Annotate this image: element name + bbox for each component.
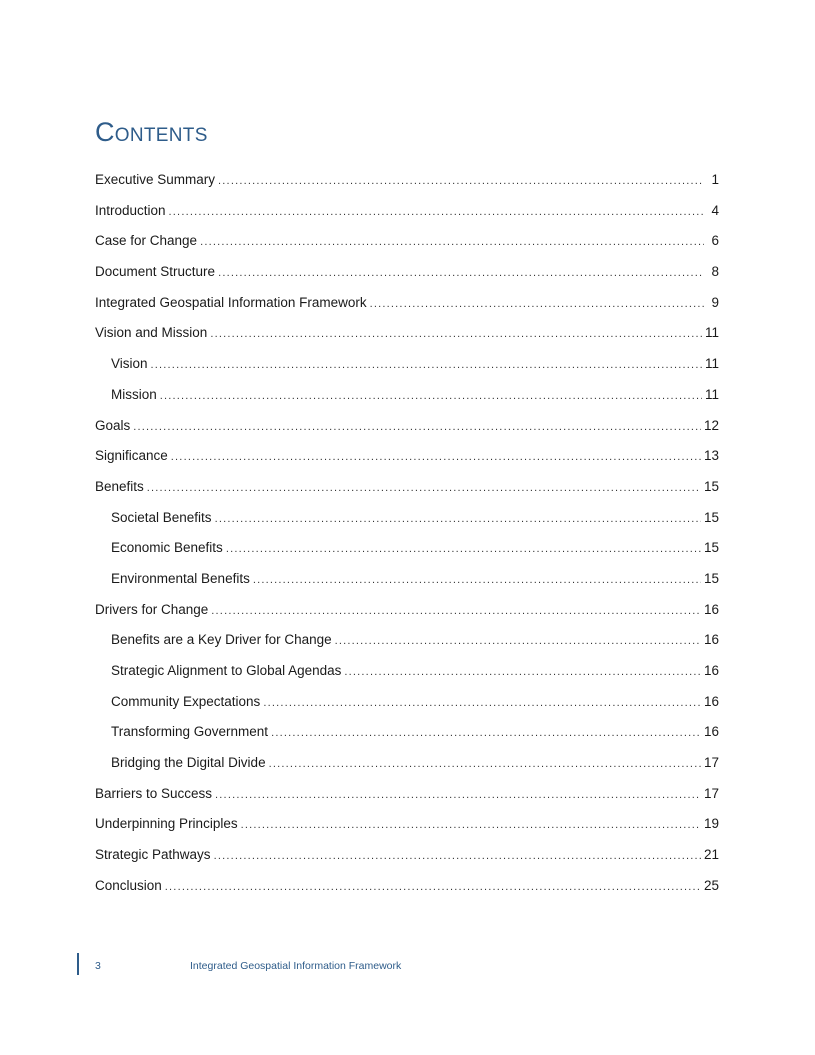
toc-dot-leader	[171, 444, 701, 470]
toc-dot-leader	[151, 352, 702, 378]
toc-entry-page: 17	[703, 755, 719, 771]
toc-entry-title: Goals	[95, 417, 131, 433]
toc-dot-leader	[133, 414, 701, 440]
toc-entry[interactable]	[95, 842, 719, 873]
toc-entry-title: Barriers to Success	[95, 785, 213, 801]
toc-entry-title: Economic Benefits	[111, 540, 223, 556]
toc-entry[interactable]	[95, 443, 719, 474]
toc-entry-page: 15	[703, 509, 719, 525]
toc-dot-leader	[169, 199, 704, 225]
toc-dot-leader	[200, 229, 704, 255]
toc-dot-leader	[344, 659, 701, 685]
toc-dot-leader	[147, 475, 701, 501]
toc-subentry[interactable]	[95, 382, 719, 413]
toc-dot-leader	[215, 782, 701, 808]
toc-dot-leader	[335, 628, 701, 654]
toc-entry[interactable]	[95, 259, 719, 290]
footer-page-number: 3	[95, 960, 101, 972]
toc-entry-page: 11	[704, 325, 719, 341]
toc-entry-title: Introduction	[95, 202, 166, 218]
toc-entry-page: 16	[703, 724, 719, 740]
toc-subentry[interactable]	[95, 689, 719, 720]
toc-entry-title: Vision	[111, 356, 148, 372]
toc-entry-page: 9	[711, 294, 719, 310]
toc-entry[interactable]	[95, 320, 719, 351]
toc-entry-title: Case for Change	[95, 233, 198, 249]
toc-entry[interactable]	[95, 167, 719, 198]
toc-dot-leader	[210, 321, 702, 347]
toc-entry-title: Underpinning Principles	[95, 816, 238, 832]
toc-entry-title: Integrated Geospatial Information Framework	[95, 294, 367, 310]
toc-entry-page: 13	[703, 448, 719, 464]
toc-entry-title: Benefits are a Key Driver for Change	[111, 632, 332, 648]
toc-entry[interactable]	[95, 811, 719, 842]
toc-subentry[interactable]	[95, 566, 719, 597]
toc-entry-title: Significance	[95, 448, 168, 464]
toc-dot-leader	[269, 751, 701, 777]
toc-entry-title: Bridging the Digital Divide	[111, 755, 266, 771]
toc-subentry[interactable]	[95, 351, 719, 382]
toc-entry-page: 21	[703, 847, 719, 863]
toc-entry-page: 16	[703, 663, 719, 678]
table-of-contents	[95, 167, 719, 904]
toc-entry[interactable]	[95, 228, 719, 259]
toc-dot-leader	[218, 168, 704, 194]
toc-entry[interactable]	[95, 873, 719, 904]
toc-dot-leader	[370, 291, 704, 317]
toc-entry-title: Conclusion	[95, 877, 162, 893]
toc-entry-title: Strategic Alignment to Global Agendas	[111, 663, 342, 678]
toc-dot-leader	[218, 260, 704, 286]
toc-dot-leader	[214, 843, 701, 869]
toc-entry-title: Benefits	[95, 478, 144, 494]
toc-entry-page: 19	[703, 816, 719, 832]
toc-entry-title: Executive Summary	[95, 172, 216, 187]
toc-entry-page: 11	[704, 356, 719, 372]
toc-entry-page: 11	[704, 386, 719, 402]
toc-entry-page: 25	[703, 877, 719, 893]
footer-accent-bar	[77, 953, 79, 975]
toc-subentry[interactable]	[95, 535, 719, 566]
toc-entry[interactable]	[95, 781, 719, 812]
toc-dot-leader	[160, 383, 702, 409]
toc-entry[interactable]	[95, 474, 719, 505]
toc-subentry[interactable]	[95, 505, 719, 536]
toc-entry-title: Environmental Benefits	[111, 570, 250, 586]
toc-entry-title: Mission	[111, 386, 157, 402]
toc-entry-title: Vision and Mission	[95, 325, 208, 341]
toc-entry-title: Societal Benefits	[111, 509, 212, 525]
toc-entry-page: 15	[703, 540, 719, 556]
toc-entry[interactable]	[95, 597, 719, 628]
toc-entry-title: Transforming Government	[111, 724, 269, 740]
toc-dot-leader	[215, 506, 701, 532]
toc-entry-page: 16	[703, 601, 719, 617]
toc-entry-page: 15	[703, 478, 719, 494]
toc-entry-title: Strategic Pathways	[95, 847, 211, 863]
toc-entry-page: 6	[711, 233, 719, 249]
toc-subentry[interactable]	[95, 719, 719, 750]
toc-dot-leader	[271, 720, 701, 746]
toc-dot-leader	[263, 690, 701, 716]
toc-dot-leader	[211, 598, 701, 624]
toc-entry-page: 12	[703, 417, 719, 433]
toc-entry[interactable]	[95, 290, 719, 321]
toc-dot-leader	[226, 536, 701, 562]
toc-entry-title: Document Structure	[95, 264, 216, 280]
toc-subentry[interactable]	[95, 658, 719, 689]
toc-entry-page: 8	[711, 264, 719, 280]
toc-entry[interactable]	[95, 413, 719, 444]
toc-entry-page: 1	[711, 172, 719, 187]
toc-entry[interactable]	[95, 198, 719, 229]
toc-entry-page: 16	[703, 693, 719, 709]
toc-subentry[interactable]	[95, 627, 719, 658]
toc-entry-page: 17	[703, 785, 719, 801]
toc-dot-leader	[241, 812, 701, 838]
toc-dot-leader	[253, 567, 701, 593]
toc-entry-page: 16	[703, 632, 719, 648]
page-title: Contents	[95, 117, 208, 148]
toc-subentry[interactable]	[95, 750, 719, 781]
toc-entry-page: 4	[711, 202, 719, 218]
toc-entry-title: Community Expectations	[111, 693, 261, 709]
footer-document-title: Integrated Geospatial Information Framework	[190, 960, 402, 972]
toc-dot-leader	[165, 874, 701, 900]
toc-entry-title: Drivers for Change	[95, 601, 209, 617]
toc-entry-page: 15	[703, 570, 719, 586]
